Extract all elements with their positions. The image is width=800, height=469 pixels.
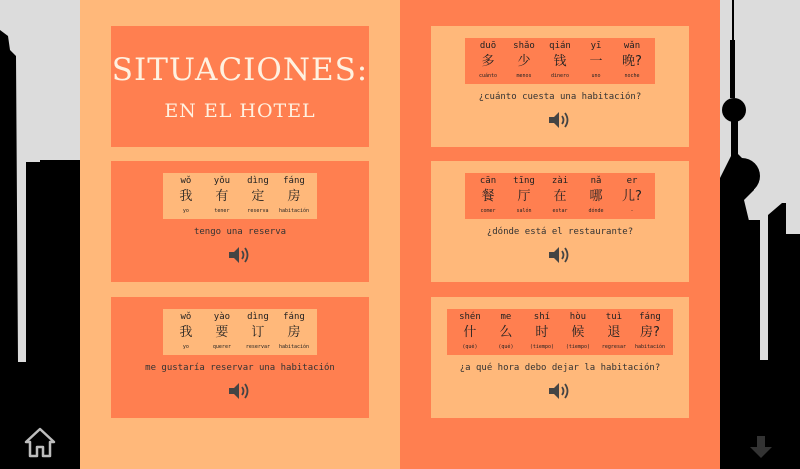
word-hanzi: 一	[589, 54, 603, 69]
phrase-word	[243, 175, 273, 216]
phrase-word	[545, 175, 575, 216]
word-pinyin: dìng	[247, 312, 269, 322]
word-gloss: reserva	[247, 208, 269, 214]
word-hanzi: 么	[499, 325, 513, 340]
word-hanzi: 哪	[589, 189, 603, 204]
phrase-word	[491, 311, 521, 352]
word-hanzi: 时	[535, 325, 549, 340]
word-pinyin: dìng	[247, 176, 269, 186]
word-pinyin: fáng	[283, 312, 305, 322]
word-pinyin: nǎ	[590, 176, 602, 186]
word-gloss: yo	[182, 208, 189, 214]
word-gloss: estar	[552, 208, 568, 214]
phrase-word	[617, 40, 647, 81]
word-hanzi: 晚?	[622, 54, 642, 69]
word-pinyin: shén	[459, 312, 481, 322]
word-pinyin: yǒu	[213, 176, 231, 186]
word-gloss: (qué)	[498, 344, 514, 350]
word-hanzi: 餐	[481, 189, 495, 204]
word-hanzi: 有	[215, 189, 229, 204]
word-gloss: habitación	[634, 344, 666, 350]
phrase-word	[509, 175, 539, 216]
phrase-word	[581, 40, 611, 81]
phrase-word	[171, 311, 201, 352]
phrase-chinese	[465, 38, 655, 84]
phrase-word	[473, 40, 503, 81]
arrow-down-icon[interactable]	[748, 434, 774, 460]
word-pinyin: er	[626, 176, 638, 186]
phrase-word	[545, 40, 575, 81]
skyline-right	[720, 0, 800, 469]
word-hanzi: 儿?	[622, 189, 642, 204]
phrase-word	[207, 175, 237, 216]
phrase-chinese	[163, 173, 317, 219]
phrase-card	[431, 26, 689, 147]
phrase-translation: me gustaría reservar una habitación	[145, 363, 335, 373]
page-title: SITUACIONES:	[111, 51, 369, 88]
phrase-card	[111, 297, 369, 418]
word-pinyin: me	[500, 312, 512, 322]
word-gloss: salón	[516, 208, 532, 214]
word-gloss: noche	[624, 73, 640, 79]
word-hanzi: 退	[607, 325, 621, 340]
word-gloss: habitación	[278, 344, 310, 350]
phrase-word	[581, 175, 611, 216]
title-card	[111, 26, 369, 147]
phrase-chinese	[465, 173, 655, 219]
phrase-word	[171, 175, 201, 216]
word-pinyin: wǎn	[623, 41, 641, 51]
word-pinyin: shí	[533, 312, 551, 322]
word-pinyin: wǒ	[180, 176, 192, 186]
word-gloss: dónde	[588, 208, 604, 214]
home-icon[interactable]	[24, 426, 56, 458]
phrase-word	[617, 175, 647, 216]
word-hanzi: 厅	[517, 189, 531, 204]
word-pinyin: fáng	[283, 176, 305, 186]
phrase-word	[243, 311, 273, 352]
phrase-word	[563, 311, 593, 352]
phrase-translation: ¿dónde está el restaurante?	[486, 227, 634, 237]
word-hanzi: 什	[463, 325, 477, 340]
word-gloss: yo	[182, 344, 189, 350]
word-hanzi: 房	[287, 325, 301, 340]
word-gloss: querer	[212, 344, 231, 350]
phrase-card	[431, 297, 689, 418]
phrase-translation: ¿cuánto cuesta una habitación?	[478, 92, 642, 102]
phrase-word	[207, 311, 237, 352]
page-subtitle: EN EL HOTEL	[164, 99, 316, 122]
word-pinyin: shǎo	[513, 41, 535, 51]
word-pinyin: fáng	[639, 312, 661, 322]
word-pinyin: tīng	[513, 176, 535, 186]
phrase-word	[455, 311, 485, 352]
speaker-icon[interactable]	[227, 381, 253, 401]
phrase-word	[279, 175, 309, 216]
word-gloss: tener	[214, 208, 230, 214]
phrase-word	[599, 311, 629, 352]
word-gloss: uno	[591, 73, 601, 79]
phrase-word	[473, 175, 503, 216]
word-gloss: habitación	[278, 208, 310, 214]
word-hanzi: 多	[481, 54, 495, 69]
word-pinyin: zài	[551, 176, 569, 186]
word-hanzi: 定	[251, 189, 265, 204]
phrase-word	[279, 311, 309, 352]
phrase-chinese	[447, 309, 673, 355]
phrase-word	[635, 311, 665, 352]
word-gloss: regresar	[601, 344, 626, 350]
word-gloss: comer	[480, 208, 496, 214]
speaker-icon[interactable]	[547, 245, 573, 265]
word-pinyin: qián	[549, 41, 571, 51]
word-pinyin: hòu	[569, 312, 587, 322]
word-gloss: (tiempo)	[565, 344, 590, 350]
speaker-icon[interactable]	[227, 245, 253, 265]
word-hanzi: 少	[517, 54, 531, 69]
word-hanzi: 房	[287, 189, 301, 204]
word-pinyin: tuì	[605, 312, 623, 322]
word-pinyin: wǒ	[180, 312, 192, 322]
speaker-icon[interactable]	[547, 381, 573, 401]
phrase-card	[111, 161, 369, 282]
phrase-translation: tengo una reserva	[193, 227, 287, 237]
word-gloss: reservar	[245, 344, 270, 350]
word-hanzi: 在	[553, 189, 567, 204]
word-pinyin: duō	[479, 41, 497, 51]
word-pinyin: yào	[213, 312, 231, 322]
word-hanzi: 候	[571, 325, 585, 340]
word-hanzi: 订	[251, 325, 265, 340]
word-hanzi: 钱	[553, 54, 567, 69]
word-gloss: menos	[516, 73, 532, 79]
skyline-left	[0, 0, 80, 469]
word-gloss: -	[630, 208, 634, 214]
word-gloss: dinero	[550, 73, 570, 79]
word-pinyin: yī	[590, 41, 602, 51]
phrase-chinese	[163, 309, 317, 355]
word-hanzi: 要	[215, 325, 229, 340]
word-pinyin: cān	[479, 176, 497, 186]
word-hanzi: 我	[179, 325, 193, 340]
word-gloss: cuánto	[478, 73, 498, 79]
word-hanzi: 我	[179, 189, 193, 204]
speaker-icon[interactable]	[547, 110, 573, 130]
word-gloss: (qué)	[462, 344, 478, 350]
phrase-card	[431, 161, 689, 282]
word-gloss: (tiempo)	[529, 344, 554, 350]
word-hanzi: 房?	[640, 325, 660, 340]
phrase-word	[527, 311, 557, 352]
phrase-translation: ¿a qué hora debo dejar la habitación?	[459, 363, 661, 373]
phrase-word	[509, 40, 539, 81]
